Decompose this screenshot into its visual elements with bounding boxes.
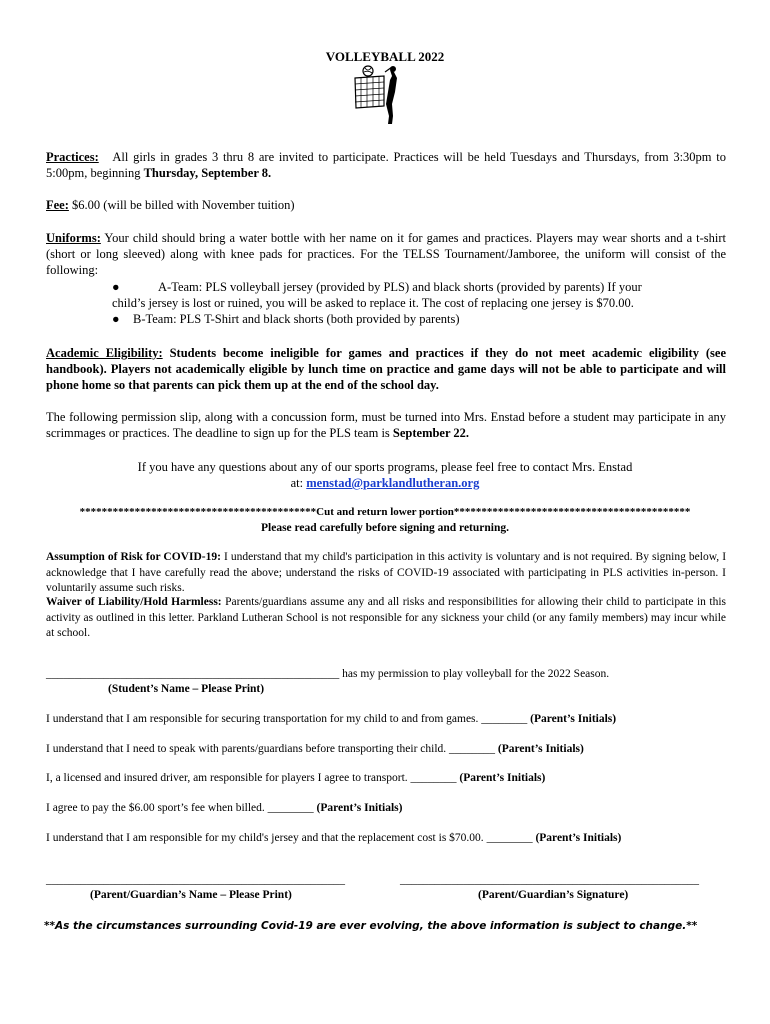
statement-speak-parents: I understand that I need to speak with parents/guardians before transporting their child. [46, 743, 447, 755]
uniforms-text: Your child should bring a water bottle with her name on it for games and practices. Players may wear shorts and a t-shirt (short or long sleeved) along with knee pads for practices. For the TELSS Tournament/Jamboree, the uniform will consist of the following: [46, 231, 726, 277]
student-name-blank[interactable]: ___________________________________________________ [46, 668, 340, 680]
covid-section [46, 550, 726, 597]
waiver-label: Waiver of Liability/Hold Harmless: [46, 596, 222, 608]
statement-row [46, 801, 402, 816]
statement-row [46, 712, 616, 727]
cut-line: *******************************************Cut and return lower portion******************************************* [79, 506, 691, 518]
fee-label: Fee: [46, 198, 69, 212]
contact-line-1: If you have any questions about any of our sports programs, please feel free to contact Mrs. Enstad [137, 460, 633, 474]
a-team-line-1: A-Team: PLS volleyball jersey (provided by PLS) and black shorts (provided by parents) If your [158, 280, 642, 294]
academic-eligibility-section [46, 345, 726, 393]
initials-blank[interactable]: ________ [410, 772, 457, 784]
practices-start-date: Thursday, September 8. [143, 166, 272, 180]
contact-line-2 [0, 475, 770, 491]
initials-label: (Parent’s Initials) [530, 713, 617, 725]
uniforms-section [46, 230, 726, 278]
initials-blank[interactable]: ________ [481, 713, 528, 725]
guardian-signature-blank[interactable]: ____________________________________________________ [400, 874, 699, 886]
statement-row [46, 831, 621, 846]
fee-section [46, 197, 726, 213]
practices-section [46, 149, 726, 181]
guardian-signature-caption: (Parent/Guardian’s Signature) [478, 889, 629, 901]
uniforms-label: Uniforms: [46, 231, 101, 245]
bullet-icon: ● [112, 280, 120, 294]
statement-fee: I agree to pay the $6.00 sport’s fee when billed. [46, 802, 265, 814]
statement-row [46, 742, 584, 757]
statement-transportation: I understand that I am responsible for securing transportation for my child to and from games. [46, 713, 479, 725]
statement-licensed-driver: I, a licensed and insured driver, am responsible for players I agree to transport. [46, 772, 408, 784]
initials-blank[interactable]: ________ [486, 832, 533, 844]
guardian-name-caption: (Parent/Guardian’s Name – Please Print) [90, 889, 292, 901]
initials-label: (Parent’s Initials) [459, 772, 546, 784]
permission-deadline: September 22. [392, 426, 470, 440]
volleyball-player-icon [352, 64, 406, 126]
initials-blank[interactable]: ________ [267, 802, 314, 814]
permission-text: The following permission slip, along with a concussion form, must be turned into Mrs. Enstad before a student may participate in any scrimmages or practices. The deadline to sign up for the PLS team is [46, 410, 726, 440]
page-title: VOLLEYBALL 2022 [325, 49, 445, 64]
statement-jersey: I understand that I am responsible for my child's jersey and that the replacement cost is $70.00. [46, 832, 484, 844]
a-team-line-2: child’s jersey is lost or ruined, you will be asked to replace it. The cost of replacing one jersey is $70.00. [112, 296, 634, 310]
student-name-caption: (Student’s Name – Please Print) [108, 683, 265, 695]
waiver-section [46, 595, 726, 642]
waiver-text: Parents/guardians assume any and all risks and responsibilities for allowing their child to participate in this activity as outlined in this letter. Parkland Lutheran School is not responsible for any sickness your child (or any family members) may incur while at school. [46, 596, 727, 639]
contact-at: at: [290, 476, 304, 490]
practices-text: All girls in grades 3 thru 8 are invited to participate. Practices will be held Tuesdays and Thursdays, from 3:30pm to 5:00pm, beginning [46, 150, 727, 180]
footer-note: **As the circumstances surrounding Covid-19 are ever evolving, the above information is subject to change.** [44, 920, 698, 932]
initials-label: (Parent’s Initials) [497, 743, 584, 755]
bullet-icon: ● [112, 312, 120, 326]
statement-row [46, 771, 545, 786]
initials-label: (Parent’s Initials) [535, 832, 622, 844]
email-link[interactable]: menstad@parklandlutheran.org [306, 476, 480, 490]
covid-label: Assumption of Risk for COVID-19: [46, 551, 221, 563]
guardian-name-blank[interactable]: ____________________________________________________ [46, 874, 345, 886]
b-team-line: B-Team: PLS T-Shirt and black shorts (both provided by parents) [133, 312, 460, 326]
read-carefully-note: Please read carefully before signing and returning. [261, 522, 509, 534]
student-name-line [46, 667, 609, 682]
academic-label: Academic Eligibility: [46, 346, 163, 360]
academic-text: Students become ineligible for games and practices if they do not meet academic eligibility (see handbook). Players not academically eligible by lunch time on practice and game days will not be able to participate and will phone home so that parents can pick them up at the end of the school day. [46, 346, 726, 392]
initials-blank[interactable]: ________ [449, 743, 496, 755]
student-permission-text: has my permission to play volleyball for the 2022 Season. [342, 668, 610, 680]
permission-section [46, 409, 726, 441]
covid-text: I understand that my child's participation in this activity is voluntary and is not required. By signing below, I acknowledge that I have carefully read the above; understand the risks of COVID-19 associated with participating in PLS activities in-person. I voluntarily assume such risks. [46, 551, 727, 594]
initials-label: (Parent’s Initials) [316, 802, 403, 814]
practices-label: Practices: [46, 150, 99, 164]
fee-text: $6.00 (will be billed with November tuition) [72, 198, 295, 212]
